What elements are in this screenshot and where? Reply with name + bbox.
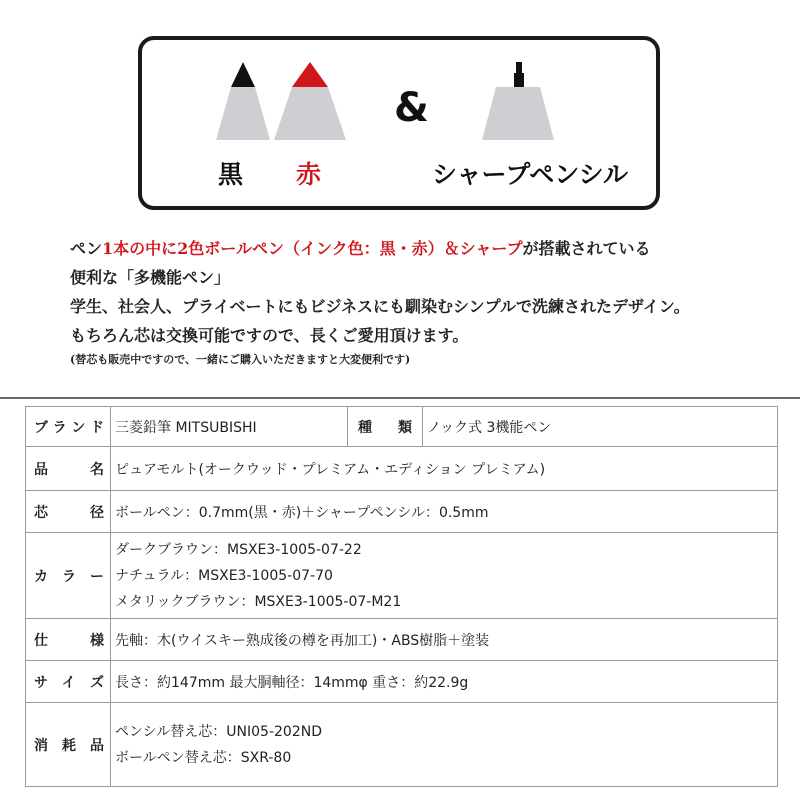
table-row: [26, 619, 778, 661]
brand-label: ブランド: [26, 407, 111, 447]
description-line-1: [70, 234, 790, 263]
table-row: [26, 661, 778, 703]
desc-text: が搭載されている: [522, 239, 651, 258]
refill-item: ペンシル替え芯：UNI05-202ND: [115, 723, 322, 740]
table-row: [26, 407, 778, 447]
description-note: (替芯も販売中ですので、一緒にご購入いただきますと大変便利です): [70, 353, 411, 366]
ampersand: &: [394, 85, 429, 131]
color-label: カラー: [26, 533, 111, 619]
table-row: [26, 447, 778, 491]
table-row: [26, 491, 778, 533]
feature-illustration: [138, 36, 660, 210]
label-black: 黒: [218, 160, 244, 189]
color-values: [111, 533, 778, 619]
description-line-3: 学生、社会人、プライベートにもビジネスにも馴染むシンプルで洗練されたデザイン。: [70, 297, 690, 316]
type-label: 種 類: [348, 407, 423, 447]
spec-table: [25, 406, 778, 787]
name-label: 品 名: [26, 447, 111, 491]
desc-text: ペン: [70, 239, 103, 258]
brand-value: 三菱鉛筆 MITSUBISHI: [111, 407, 348, 447]
product-description: [70, 234, 790, 370]
refill-values: [111, 703, 778, 787]
description-line-2: 便利な「多機能ペン」: [70, 268, 231, 287]
color-option: ダークブラウン：MSXE3-1005-07-22: [115, 541, 362, 558]
name-value: ピュアモルト(オークウッド・プレミアム・エディション プレミアム): [111, 447, 778, 491]
type-value: ノック式 3機能ペン: [423, 407, 778, 447]
section-divider: [0, 397, 800, 399]
color-option: メタリックブラウン：MSXE3-1005-07-M21: [115, 593, 402, 610]
sharp-pencil-tip-icon: [482, 62, 554, 140]
label-red: 赤: [296, 160, 322, 189]
color-option: ナチュラル：MSXE3-1005-07-70: [115, 567, 333, 584]
material-label: 仕 様: [26, 619, 111, 661]
size-value: 長さ：約147mm 最大胴軸径：14mmφ 重さ：約22.9g: [111, 661, 778, 703]
description-line-4: もちろん芯は交換可能ですので、長くご愛用頂けます。: [70, 326, 469, 345]
table-row: [26, 703, 778, 787]
table-row: [26, 533, 778, 619]
core-value: ボールペン：0.7mm(黒・赤)＋シャープペンシル：0.5mm: [111, 491, 778, 533]
red-tip-icon: [274, 62, 346, 140]
core-label: 芯 径: [26, 491, 111, 533]
size-label: サイズ: [26, 661, 111, 703]
black-tip-icon: [216, 62, 270, 140]
material-value: 先軸：木(ウイスキー熟成後の樽を再加工)・ABS樹脂＋塗装: [111, 619, 778, 661]
refill-label: 消耗品: [26, 703, 111, 787]
label-sharp-pencil: シャープペンシル: [432, 160, 629, 189]
desc-highlight: 1本の中に2色ボールペン（インク色：黒・赤）＆シャープ: [102, 239, 523, 258]
refill-item: ボールペン替え芯：SXR-80: [115, 749, 292, 766]
